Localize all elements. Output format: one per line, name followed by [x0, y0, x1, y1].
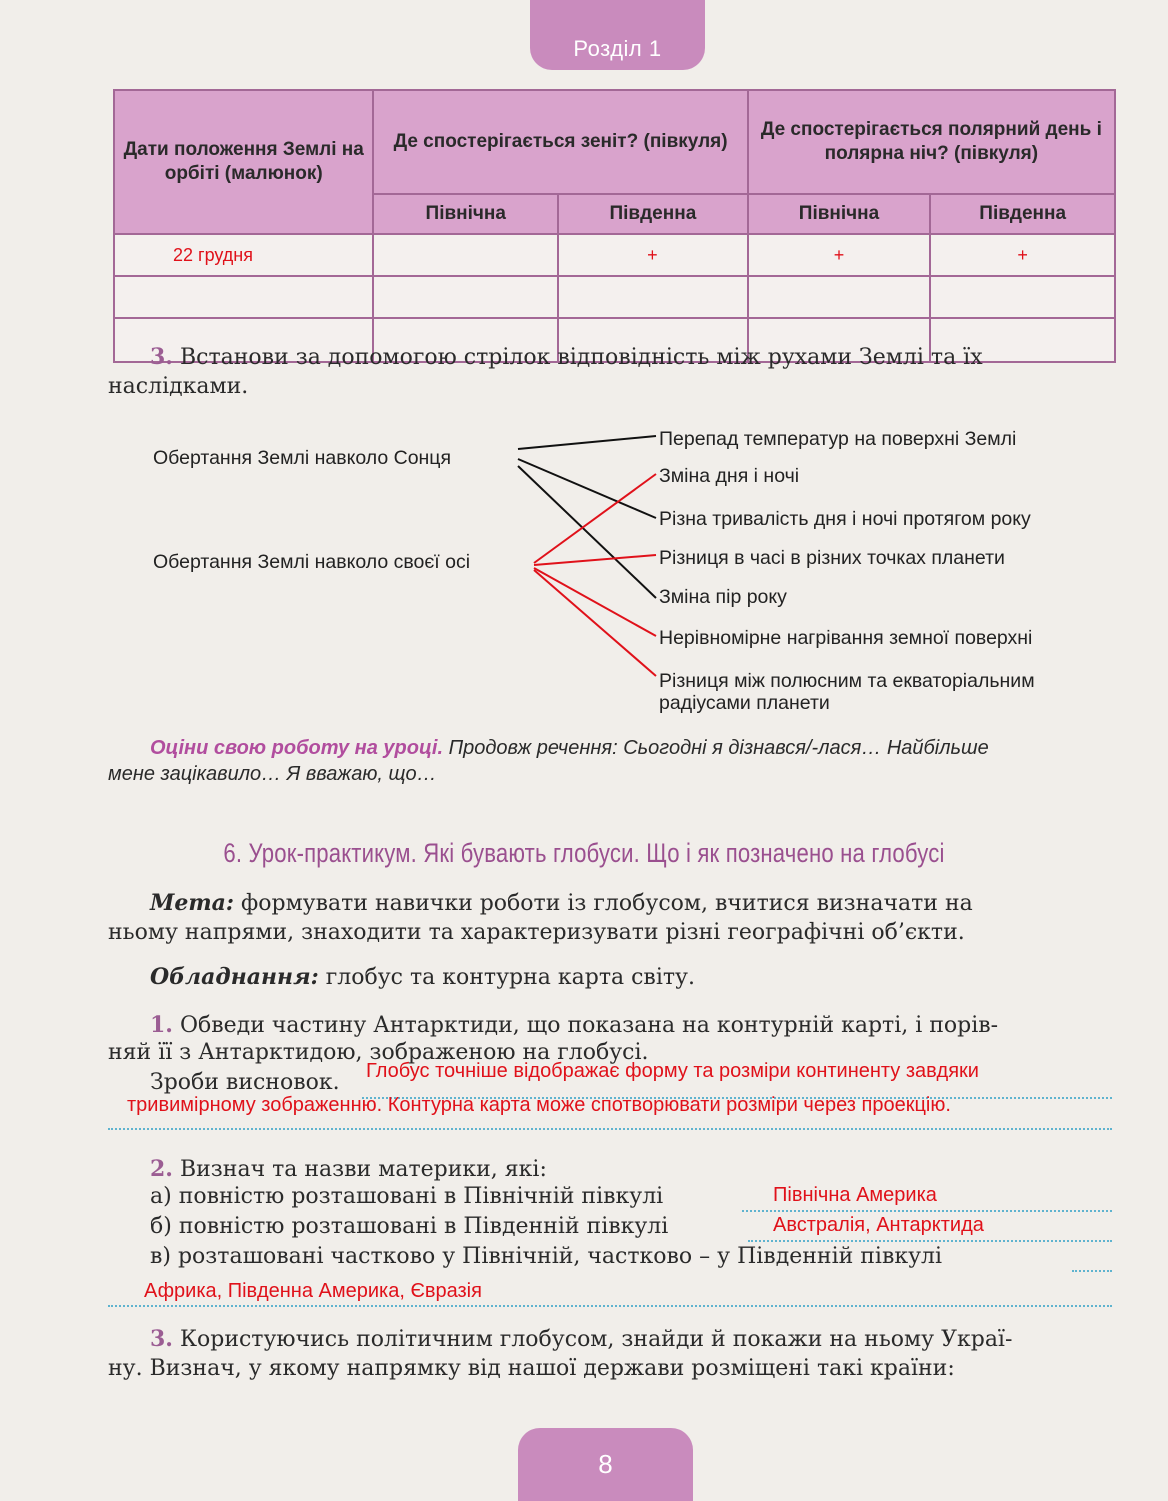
t2-item-b: б) повністю розташовані в Південній півкулі	[150, 1214, 669, 1239]
match-line	[518, 436, 656, 449]
zenith-south-cell: +	[558, 234, 748, 276]
match-line	[534, 568, 656, 636]
t2-line0: 2. Визнач та назви материки, які:	[150, 1156, 547, 1182]
subheader-south: Південна	[558, 194, 748, 234]
motion-around-sun: Обертання Землі навколо Сонця	[153, 447, 452, 469]
header-zenith: Де спостерігається зеніт? (півкуля)	[373, 90, 747, 194]
answer-line	[742, 1210, 1112, 1212]
t2-item-c: в) розташовані частково у Північній, частково – у Південній півкулі	[150, 1244, 943, 1269]
header-polar: Де спостерігається полярний день і полярна ніч? (півкуля)	[748, 90, 1115, 194]
answer-line	[108, 1305, 1112, 1307]
assessment-line1: Оціни свою роботу на уроці. Продовж речення: Сьогодні я дізнався/-лася… Найбільше	[150, 737, 989, 759]
consequence-item: Зміна пір року	[659, 586, 787, 608]
page-number-tab	[518, 1428, 693, 1501]
answer-line	[1072, 1270, 1112, 1272]
consequence-item: радіусами планети	[659, 692, 830, 714]
subheader-north: Північна	[373, 194, 558, 234]
conclusion-answer-2[interactable]: тривимірному зображенню. Контурна карта може спотворювати розміри через проекцію.	[127, 1094, 951, 1116]
consequence-item: Нерівномірне нагрівання земної поверхні	[659, 627, 1033, 649]
conclusion-answer-1[interactable]: Глобус точніше відображає форму та розміри континенту завдяки	[366, 1060, 979, 1082]
consequence-item: Зміна дня і ночі	[659, 465, 800, 487]
goal-line2: ньому напрями, знаходити та характеризувати різні географічні об’єкти.	[108, 920, 965, 945]
match-line	[534, 474, 656, 563]
subheader-south: Південна	[930, 194, 1115, 234]
section-label: Розділ 1	[573, 36, 662, 61]
page-number: 8	[598, 1449, 613, 1479]
polar-south-cell: +	[930, 234, 1115, 276]
match-line	[534, 555, 656, 565]
consequence-item: Різна тривалість дня і ночі протягом року	[659, 508, 1031, 530]
answer-line	[108, 1128, 1112, 1130]
goal-line1: Мета: формувати навички роботи із глобусом, вчитися визначати на	[150, 890, 973, 916]
polar-north-cell: +	[748, 234, 931, 276]
consequence-item: Перепад температур на поверхні Землі	[659, 428, 1017, 450]
match-line	[518, 466, 656, 598]
answer-a[interactable]: Північна Америка	[773, 1184, 937, 1206]
assessment-line2: мене зацікавило… Я вважаю, що…	[108, 763, 437, 785]
motion-around-axis: Обертання Землі навколо своєї осі	[153, 551, 471, 573]
match-line	[534, 570, 656, 676]
conclusion-label: Зроби висновок.	[150, 1070, 340, 1095]
consequence-item: Різниця між полюсним та екваторіальним	[659, 670, 1035, 692]
lesson-title: 6. Урок-практикум. Які бувають глобуси. Що і як позначено на глобусі	[223, 838, 945, 868]
t3-line1: 3. Користуючись політичним глобусом, знайди й покажи на ньому Украї-	[150, 1326, 1013, 1352]
t1-line2: няй її з Антарктидою, зображеною на глобусі.	[108, 1040, 649, 1065]
task3-line2: наслідками.	[108, 374, 249, 399]
consequence-item: Різниця в часі в різних точках планети	[659, 547, 1005, 569]
t2-item-a: а) повністю розташовані в Північній півкулі	[150, 1184, 664, 1209]
answer-c[interactable]: Африка, Південна Америка, Євразія	[144, 1280, 482, 1302]
task3-line1: 3. Встанови за допомогою стрілок відповідність між рухами Землі та їх	[150, 344, 983, 370]
t3-line2: ну. Визнач, у якому напрямку від нашої держави розміщені такі країни:	[108, 1356, 955, 1381]
date-cell: 22 грудня	[114, 234, 373, 276]
answer-b[interactable]: Австралія, Антарктида	[773, 1214, 984, 1236]
header-dates: Дати положення Землі на орбіті (малюнок)	[114, 90, 373, 234]
t1-line1: 1. Обведи частину Антарктиди, що показана на контурній карті, і порів-	[150, 1012, 999, 1038]
subheader-north: Північна	[748, 194, 931, 234]
equipment-line: Обладнання: глобус та контурна карта світу.	[150, 964, 695, 990]
